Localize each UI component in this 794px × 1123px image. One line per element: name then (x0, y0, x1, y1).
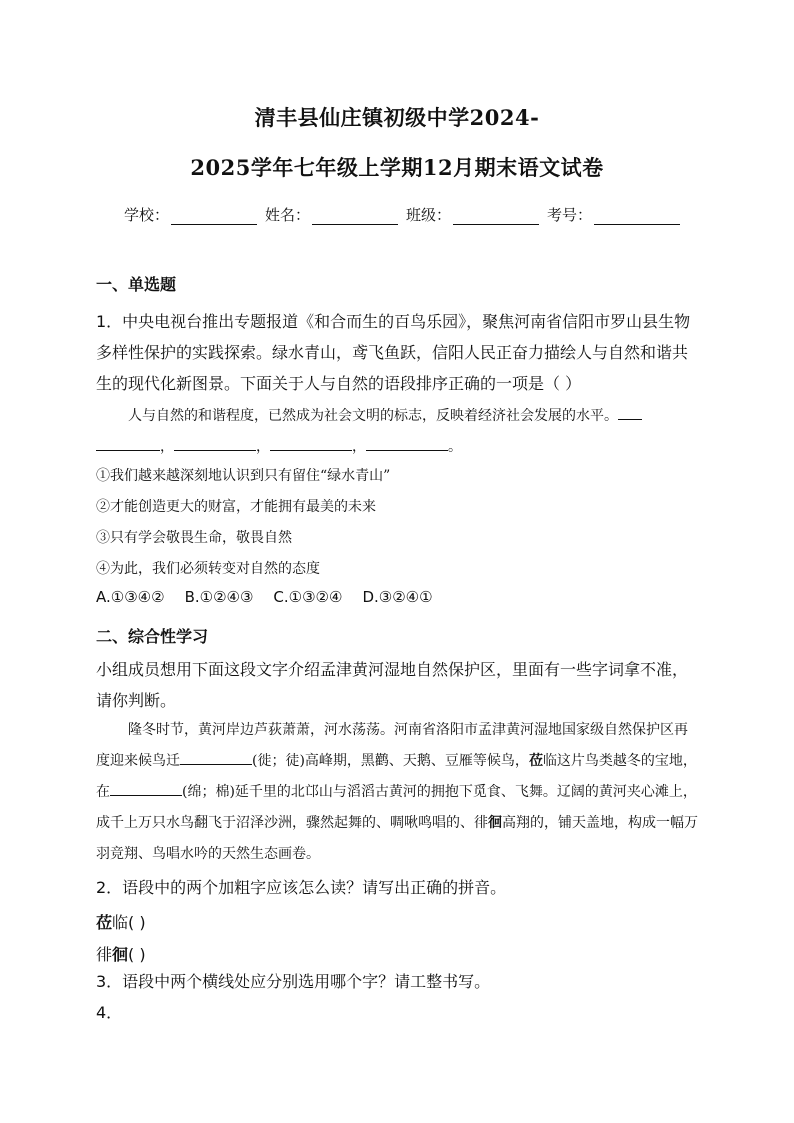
exam-number-field (547, 204, 680, 225)
class-blank[interactable] (453, 207, 539, 225)
answer-row-2 (96, 942, 146, 965)
exam-number-label: 考号： (547, 206, 593, 224)
section2-heading: 二、综合性学习 (96, 627, 209, 646)
option-a[interactable]: A.①③④② (96, 588, 165, 606)
passage-blank-1 (618, 405, 642, 420)
fill-blank-2[interactable] (110, 781, 182, 796)
section1-heading: 一、单选题 (96, 275, 177, 294)
passage-blank-2 (174, 436, 256, 451)
passage-part-b: (徙；徒)高峰期，黑鹳、天鹅、豆雁等候鸟， (252, 753, 529, 769)
item-4: ④为此，我们必须转变对自然的态度 (96, 561, 320, 577)
question3-text: 3．语段中两个横线处应分别选用哪个字？请工整书写。 (96, 972, 491, 991)
answer1-bold-char: 莅 (96, 913, 113, 932)
question4-text: 4． (96, 1003, 123, 1022)
question1-passage: 人与自然的和谐程度，已然成为社会文明的标志，反映着经济社会发展的水平。 ， ， ， 。 (96, 401, 700, 463)
section2-intro: 小组成员想用下面这段文字介绍孟津黄河湿地自然保护区，里面有一些字词拿不准，请你判断。 (96, 660, 689, 710)
class-field (406, 204, 539, 225)
question1-options (96, 588, 453, 606)
bold-char-2: 徊 (488, 815, 502, 831)
answer1-rest[interactable]: 临( ) (112, 913, 146, 932)
passage-blank-1b (96, 436, 160, 451)
passage-part-e: 高翔的，铺天盖地，构成一幅万羽竞翔、鸟唱水吟的天然生态画卷。 (96, 815, 698, 862)
answer2-rest[interactable]: ( ) (128, 945, 146, 964)
section2-passage (96, 715, 700, 870)
name-field (265, 204, 398, 225)
exam-number-blank[interactable] (594, 207, 680, 225)
name-label: 姓名： (265, 206, 311, 224)
question1-passage-text: 人与自然的和谐程度，已然成为社会文明的标志，反映着经济社会发展的水平。 (128, 408, 618, 424)
option-d[interactable]: D.③②④① (362, 588, 433, 606)
student-info-row (124, 204, 694, 225)
question2-text: 2．语段中的两个加粗字应该怎么读？请写出正确的拼音。 (96, 878, 507, 897)
passage-blank-3 (270, 436, 352, 451)
school-field (124, 204, 257, 225)
bold-char-1: 莅 (528, 753, 543, 769)
answer2-pre: 徘 (96, 945, 113, 964)
exam-title-line2: 2025学年七年级上学期12月期末语文试卷 (190, 155, 604, 180)
passage-part-c: 临这片鸟类越冬的宝地，在 (96, 753, 697, 800)
school-label: 学校： (124, 206, 170, 224)
item-3: ③只有学会敬畏生命，敬畏自然 (96, 530, 292, 546)
option-b[interactable]: B.①②④③ (184, 588, 254, 606)
option-c[interactable]: C.①③②④ (273, 588, 343, 606)
item-2: ②才能创造更大的财富，才能拥有最美的未来 (96, 499, 376, 515)
fill-blank-1[interactable] (180, 750, 252, 765)
exam-title-line1: 清丰县仙庄镇初级中学2024- (254, 105, 540, 130)
name-blank[interactable] (312, 207, 398, 225)
question1-text: 1．中央电视台推出专题报道《和合而生的百鸟乐园》，聚焦河南省信阳市罗山县生物多样性保护的实践探索。绿水青山，鸢飞鱼跃，信阳人民正奋力描绘人与自然和谐共生的现代化新图景。下面关于人与自然的语段排序正确的一项是（ ） (96, 312, 691, 393)
passage-blank-4 (366, 436, 448, 451)
school-blank[interactable] (171, 207, 257, 225)
item-1: ①我们越来越深刻地认识到只有留住“绿水青山” (96, 468, 391, 484)
passage-part-d: (绵；棉)延千里的北邙山与滔滔古黄河的拥抱下觅食、飞舞。辽阔的黄河夹心滩上，成千上万只水鸟翻飞于沼泽沙洲，骤然起舞的、啁啾鸣唱的、徘 (96, 784, 697, 831)
passage-part-a: 隆冬时节，黄河岸边芦荻萧萧，河水荡荡。河南省洛阳市孟津黄河湿地国家级自然保护区再度迎来候鸟迁 (96, 722, 688, 769)
answer2-bold-char: 徊 (112, 945, 129, 964)
answer-row-1 (96, 910, 146, 933)
class-label: 班级： (406, 206, 452, 224)
